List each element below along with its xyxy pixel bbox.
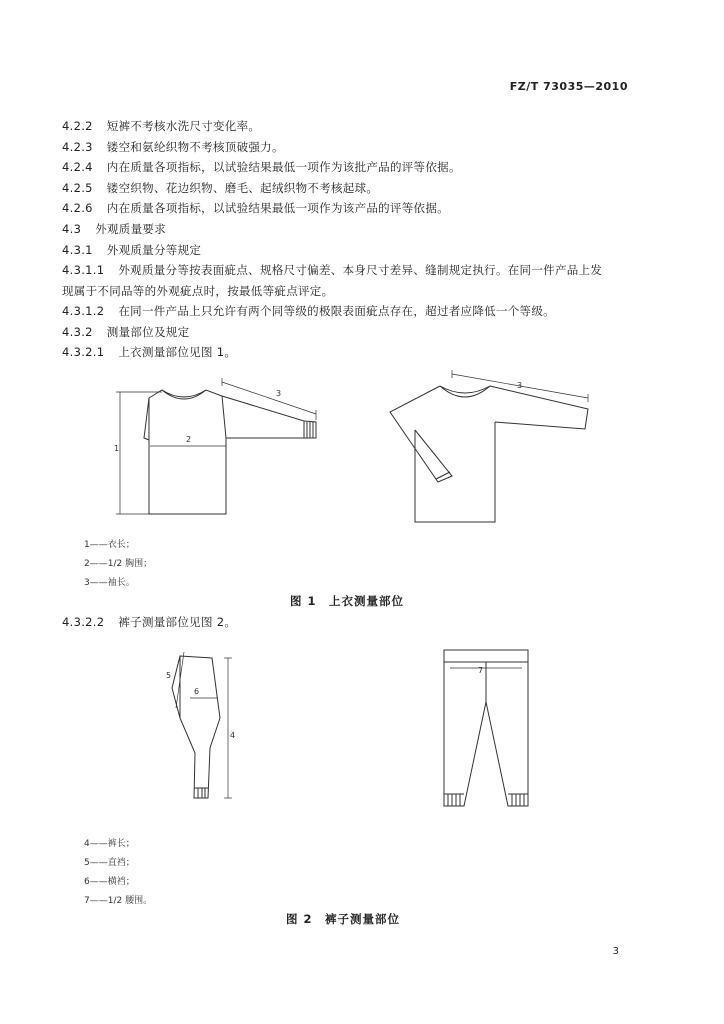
clause-text: 外观质量分等规定: [106, 243, 202, 257]
clause-4-2-4: [62, 159, 461, 175]
dimension-label-1: 1: [114, 444, 120, 453]
clause-text: 现属于不同品等的外观疵点时，按最低等疵点评定。: [62, 284, 334, 298]
legend-item-4: 4——裤长；: [84, 839, 135, 849]
clause-4-2-5: [62, 180, 378, 196]
standard-number: FZ/T 73035—2010: [509, 80, 628, 93]
dimension-label-3: 3: [276, 389, 282, 398]
clause-number: 4.3: [62, 222, 82, 236]
clause-text: 短裤不考核水洗尺寸变化率。: [106, 119, 261, 133]
figure-2-caption: 图 2 裤子测量部位: [286, 912, 401, 926]
legend-item-1: 1——衣长；: [84, 540, 135, 550]
shirt-raglan-drawing: [380, 364, 620, 524]
clause-text: 镂空和氨纶织物不考核顶破强力。: [106, 140, 284, 154]
clause-number: 4.2.4: [62, 160, 93, 174]
clause-text: 上衣测量部位见图 1。: [118, 345, 237, 359]
clause-number: 4.3.2.2: [62, 615, 105, 629]
clause-number: 4.3.1: [62, 243, 93, 257]
clause-4-2-6: [62, 200, 449, 216]
clause-4-3-2: [62, 324, 189, 340]
clause-text: 外观质量要求: [95, 222, 167, 236]
clause-4-3: [62, 221, 166, 237]
clause-4-3-1-1: [62, 262, 602, 278]
legend-item-2: 2——1/2 胸围；: [84, 559, 153, 569]
legend-item-3: 3——袖长。: [84, 578, 135, 588]
legend-item-5: 5——直裆；: [84, 858, 135, 868]
page-number: 3: [612, 946, 619, 957]
dimension-label-4: 4: [230, 731, 236, 740]
clause-text: 内在质量各项指标，以试验结果最低一项作为该批产品的评等依据。: [106, 160, 461, 174]
dimension-label-5: 5: [166, 671, 172, 680]
clause-number: 4.2.3: [62, 140, 93, 154]
dimension-label-2: 2: [186, 435, 192, 444]
shirt-front-drawing: [104, 376, 344, 526]
clause-4-3-2-2: [62, 614, 236, 630]
clause-text: 裤子测量部位见图 2。: [118, 615, 237, 629]
legend-item-6: 6——横裆；: [84, 877, 135, 887]
clause-text: 镂空织物、花边织物、磨毛、起绒织物不考核起球。: [106, 181, 379, 195]
clause-number: 4.2.5: [62, 181, 93, 195]
clause-4-3-1-1-cont: [62, 283, 333, 299]
clause-number: 4.2.6: [62, 201, 93, 215]
clause-number: 4.3.1.1: [62, 263, 105, 277]
clause-4-3-1: [62, 242, 201, 258]
clause-number: 4.2.2: [62, 119, 93, 133]
dimension-label-3: 3: [517, 381, 523, 390]
clause-text: 在同一件产品上只允许有两个同等级的极限表面疵点存在，超过者应降低一个等级。: [118, 304, 555, 318]
clause-number: 4.3.2: [62, 325, 93, 339]
clause-text: 测量部位及规定: [106, 325, 190, 339]
clause-number: 4.3.1.2: [62, 304, 105, 318]
clause-number: 4.3.2.1: [62, 345, 105, 359]
dimension-label-6: 6: [194, 687, 200, 696]
legend-item-7: 7——1/2 腰围。: [84, 896, 153, 906]
dimension-label-7: 7: [478, 666, 484, 675]
clause-4-2-3: [62, 139, 284, 155]
clause-4-3-1-2: [62, 303, 555, 319]
clause-4-3-2-1: [62, 344, 236, 360]
clause-text: 外观质量分等按表面疵点、规格尺寸偏差、本身尺寸差异、缝制规定执行。在同一件产品上发: [118, 263, 603, 277]
trousers-side-drawing: [150, 648, 260, 818]
trousers-front-drawing: [436, 644, 546, 824]
clause-4-2-2: [62, 118, 260, 134]
figure-1-caption: 图 1 上衣测量部位: [290, 594, 405, 608]
clause-text: 内在质量各项指标，以试验结果最低一项作为该产品的评等依据。: [106, 201, 449, 215]
